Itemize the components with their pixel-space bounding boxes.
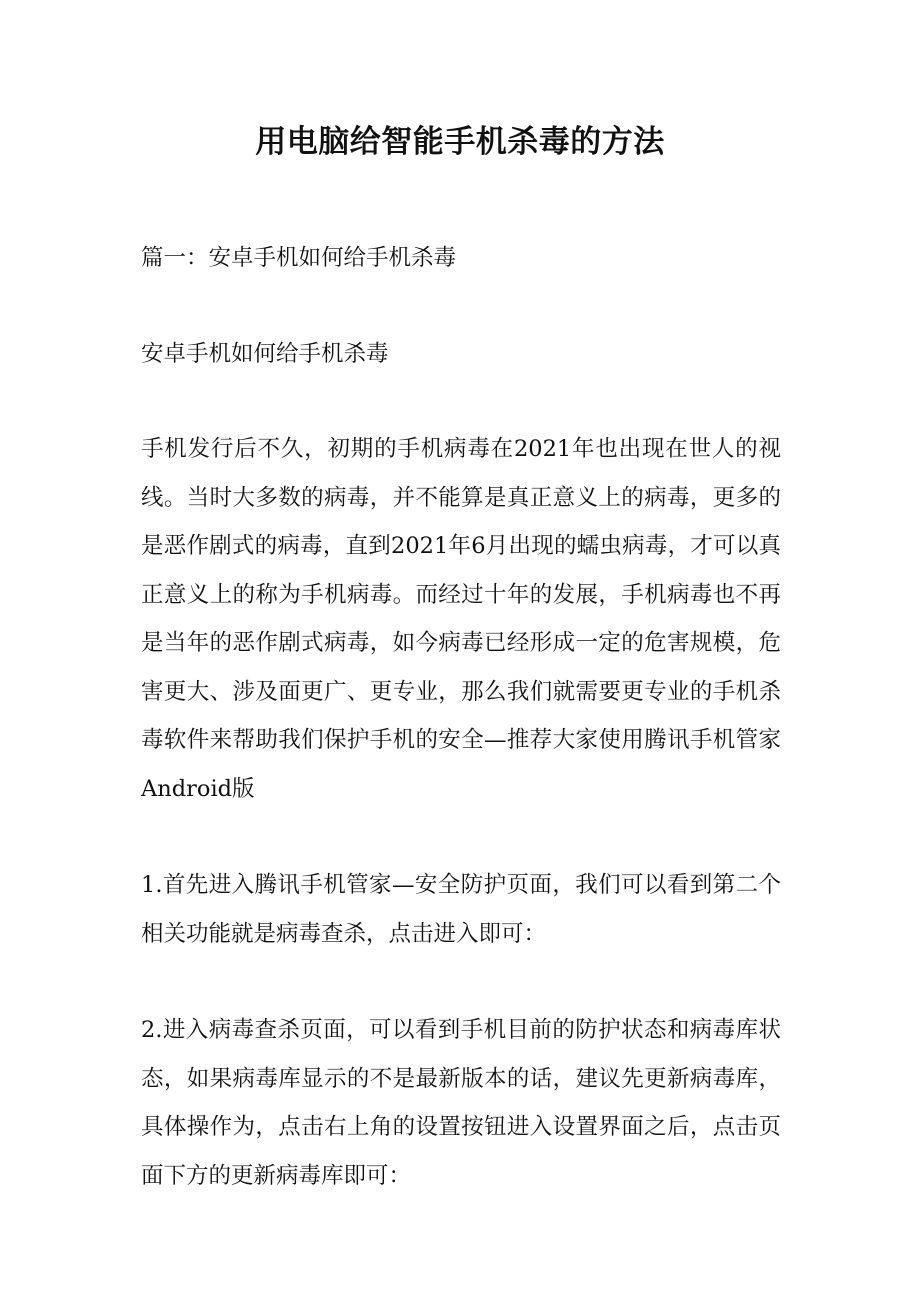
- document-title: 用电脑给智能手机杀毒的方法: [255, 124, 665, 160]
- section-heading: 篇一：安卓手机如何给手机杀毒: [141, 245, 457, 271]
- paragraph-step-2: 2.进入病毒查杀页面，可以看到手机目前的防护状态和病毒库状态，如果病毒库显示的不是最新版本的话，建议先更新病毒库，具体操作为，点击右上角的设置按钮进入设置界面之后，点击页面下方的更新病毒库即可：: [141, 1017, 781, 1189]
- paragraph-intro: 手机发行后不久，初期的手机病毒在2021年也出现在世人的视线。当时大多数的病毒，并不能算是真正意义上的病毒，更多的是恶作剧式的病毒，直到2021年6月出现的蠕虫病毒，才可以真正意义上的称为手机病毒。而经过十年的发展，手机病毒也不再是当年的恶作剧式病毒，如今病毒已经形成一定的危害规模，危害更大、涉及面更广、更专业，那么我们就需要更专业的手机杀毒软件来帮助我们保护手机的安全—推荐大家使用腾讯手机管家Android版: [141, 436, 781, 802]
- subheading: 安卓手机如何给手机杀毒: [141, 341, 389, 367]
- paragraph-step-1: 1.首先进入腾讯手机管家—安全防护页面，我们可以看到第二个相关功能就是病毒查杀，点击进入即可：: [141, 872, 781, 947]
